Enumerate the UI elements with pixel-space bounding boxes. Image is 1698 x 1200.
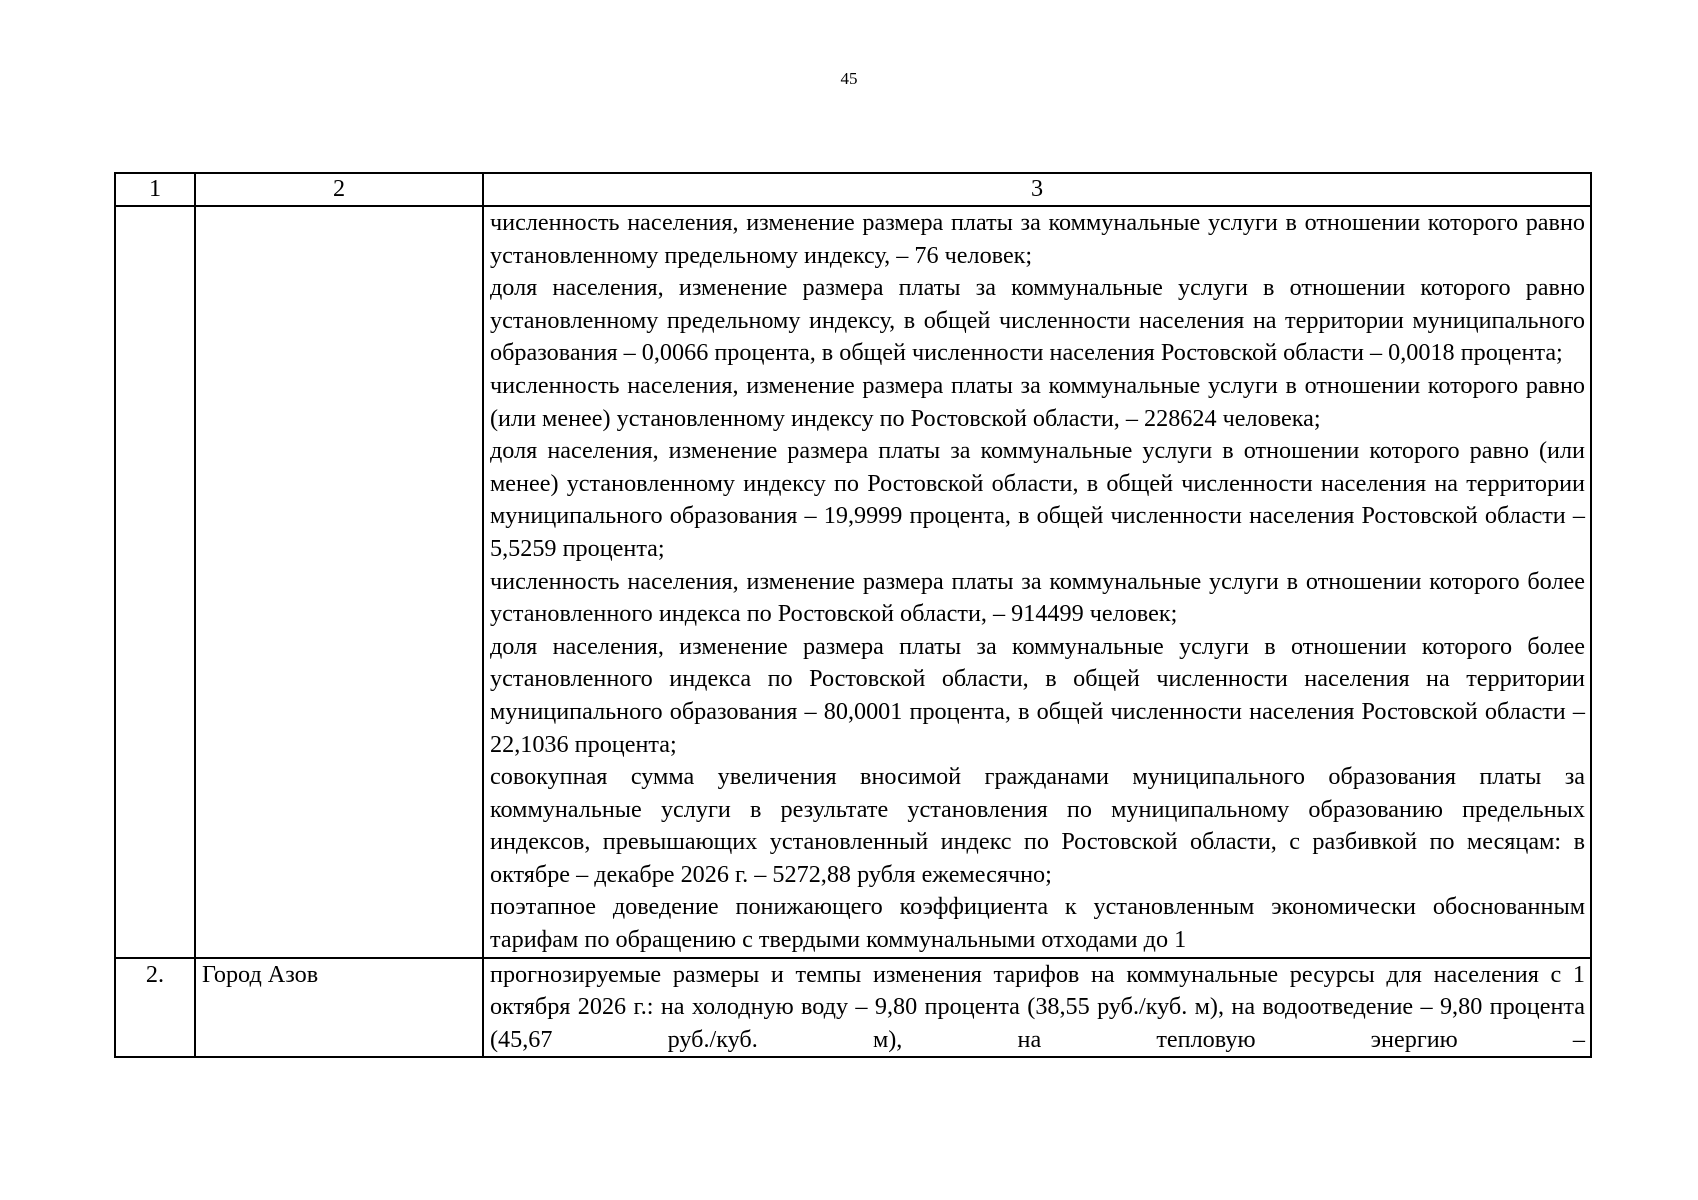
header-cell-2: 2 — [195, 173, 483, 206]
row-number-cell — [115, 206, 195, 958]
table-row — [115, 206, 1591, 958]
page-number: 45 — [840, 69, 858, 88]
paragraph: численность населения, изменение размера платы за коммунальные услуги в отношении которого равно установленному предельному индексу, – 76 человек; — [490, 209, 1585, 269]
paragraph: доля населения, изменение размера платы за коммунальные услуги в отношении которого равно (или менее) установленному индексу по Ростовской области, в общей численности населения на территории муниципального образования – 19,9999 процента, в общей численности населения Ростовской области – 5,5259 процента; — [490, 437, 1585, 562]
header-cell-3: 3 — [483, 173, 1591, 206]
row-number-cell: 2. — [115, 958, 195, 1058]
municipality-name-cell — [195, 206, 483, 958]
paragraph: численность населения, изменение размера платы за коммунальные услуги в отношении которого равно (или менее) установленному индексу по Ростовской области, – 228624 человека; — [490, 371, 1585, 432]
paragraph: прогнозируемые размеры и темпы изменения тарифов на коммунальные ресурсы для населения с 1 октября 2026 г.: на холодную воду – 9,80 процента (38,55 руб./куб. м), на водоотведение – 9,80 процента (45,67 руб./куб. м), на тепловую энергию – — [490, 960, 1585, 1053]
table-row — [115, 958, 1591, 1058]
municipality-name-cell: Город Азов — [195, 958, 483, 1058]
indicators-text-cell — [483, 958, 1591, 1058]
table-header-row — [115, 173, 1591, 206]
paragraph: совокупная сумма увеличения вносимой гражданами муниципального образования платы за коммунальные услуги в результате установления по муниципальному образованию предельных индексов, превышающих установленный индекс по Ростовской области, с разбивкой по месяцам: в октябре – декабре 2026 г. – 5272,88 рубля ежемесячно; — [490, 763, 1585, 888]
paragraph: поэтапное доведение понижающего коэффициента к установленным экономически обоснованным тарифам по обращению с твердыми коммунальными отходами до 1 — [490, 893, 1585, 954]
header-cell-1: 1 — [115, 173, 195, 206]
document-table — [114, 172, 1592, 1058]
indicators-text-cell — [483, 206, 1591, 958]
paragraph: численность населения, изменение размера платы за коммунальные услуги в отношении которого более установленного индекса по Ростовской области, – 914499 человек; — [490, 567, 1585, 628]
paragraph: доля населения, изменение размера платы за коммунальные услуги в отношении которого равно установленному предельному индексу, в общей численности населения на территории муниципального образования – 0,0066 процента, в общей численности населения Ростовской области – 0,0018 процента; — [490, 274, 1585, 367]
paragraph: доля населения, изменение размера платы за коммунальные услуги в отношении которого более установленного индекса по Ростовской области, в общей численности населения на территории муниципального образования – 80,0001 процента, в общей численности населения Ростовской области – 22,1036 процента; — [490, 632, 1585, 758]
